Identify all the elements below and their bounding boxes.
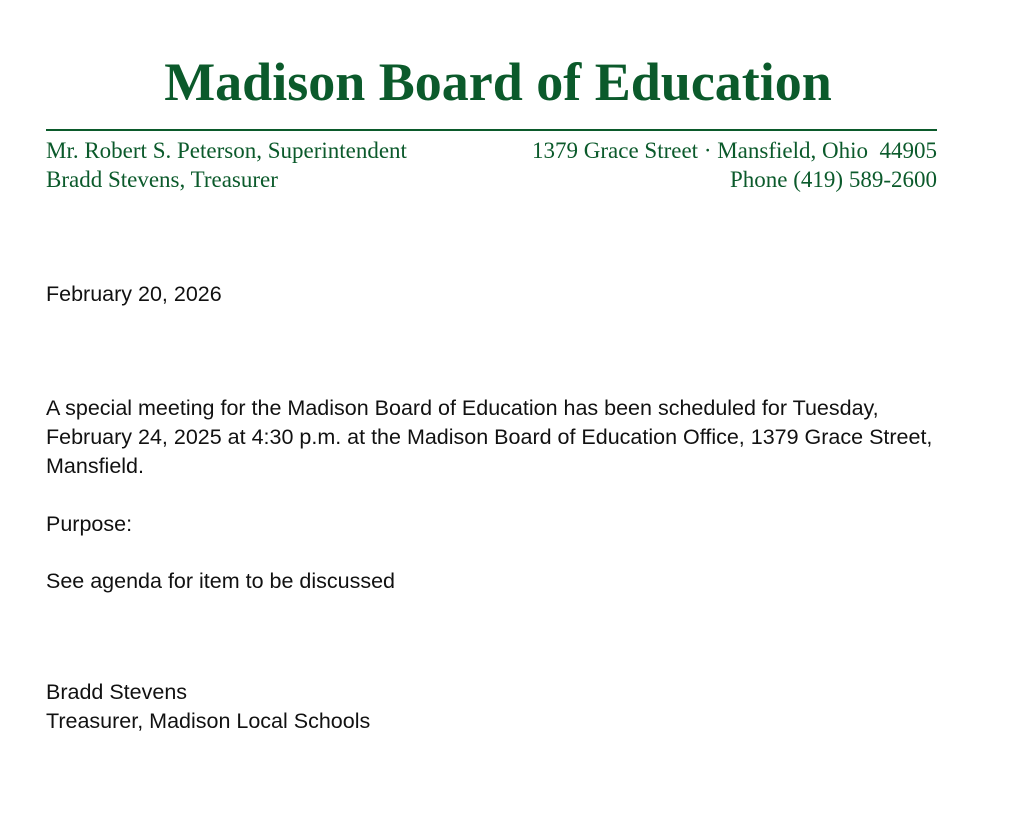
purpose-text: See agenda for item to be discussed	[46, 569, 395, 593]
signature-block	[46, 678, 370, 736]
letterhead-divider	[46, 129, 937, 131]
signature-name: Bradd Stevens	[46, 680, 188, 704]
letterhead-row-1	[46, 137, 937, 165]
letter-date: February 20, 2026	[46, 282, 222, 306]
address: 1379 Grace Street · Mansfield, Ohio 44905	[532, 138, 937, 163]
letterhead-title: Madison Board of Education	[164, 52, 832, 112]
treasurer-name: Bradd Stevens, Treasurer	[46, 167, 278, 192]
signature-title: Treasurer, Madison Local Schools	[46, 709, 371, 733]
superintendent-name: Mr. Robert S. Peterson, Superintendent	[46, 138, 407, 163]
phone: Phone (419) 589-2600	[730, 167, 937, 192]
letterhead-row-2	[46, 166, 937, 194]
purpose-label: Purpose:	[46, 512, 133, 536]
letter-paragraph: A special meeting for the Madison Board of Education has been scheduled for Tuesday, February 24, 2025 at 4:30 p.m. at the Madison Board of Education Office, 1379 Grace Street, Mansfield.	[46, 396, 933, 478]
